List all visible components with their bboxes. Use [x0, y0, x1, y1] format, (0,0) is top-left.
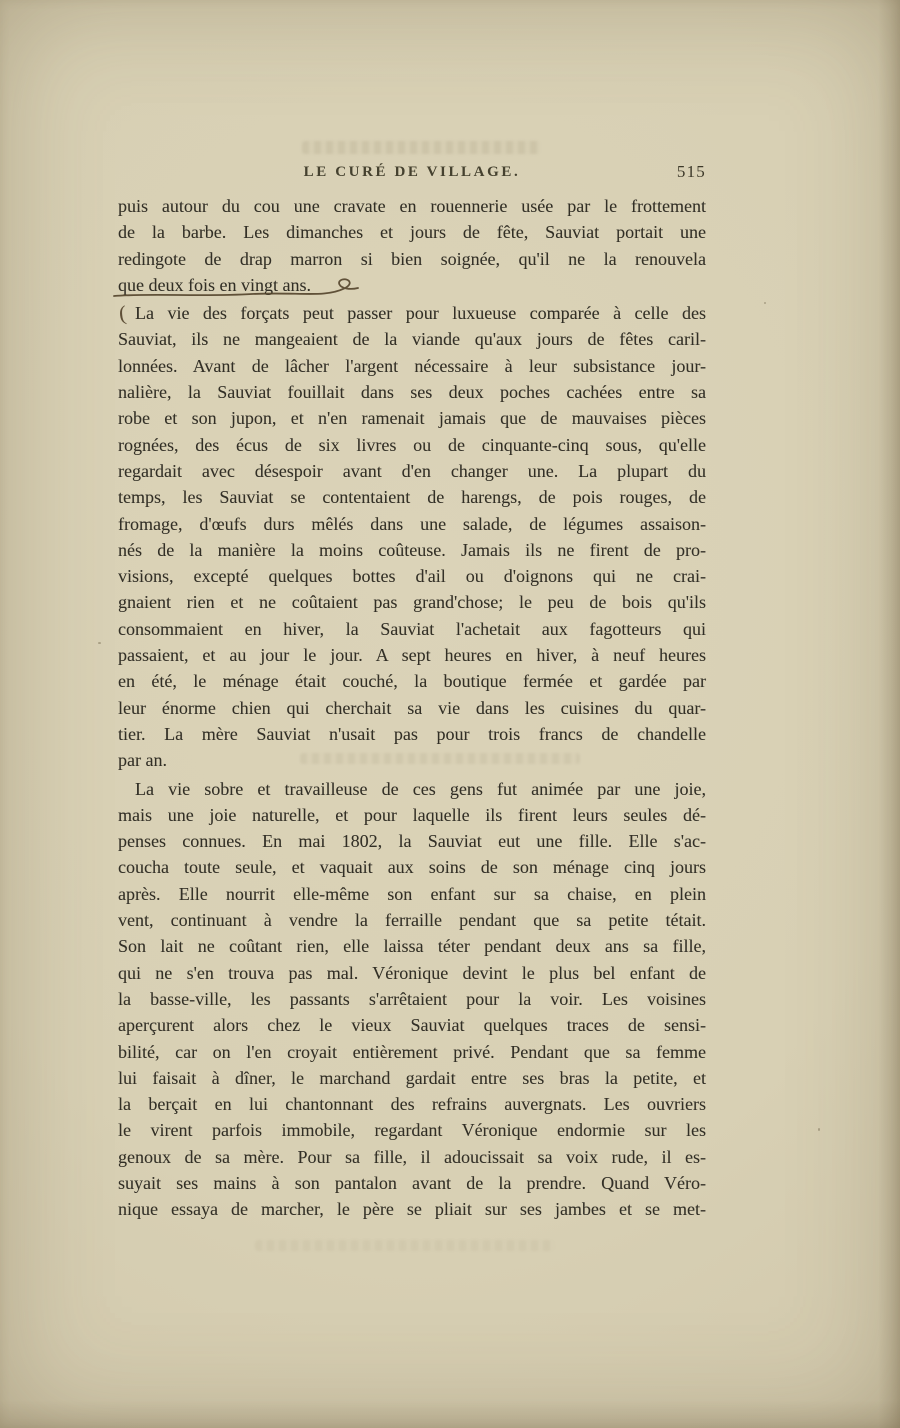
text-line: lonnées. Avant de lâcher l'argent nécessaire à leur subsistance jour-: [118, 355, 706, 376]
text-line: Son lait ne coûtant rien, elle laissa téter pendant deux ans sa fille,: [118, 936, 706, 957]
text-line: par an.: [118, 750, 167, 771]
running-title: LE CURÉ DE VILLAGE.: [303, 164, 521, 180]
paragraph: [118, 776, 706, 1223]
text-line: genoux de sa mère. Pour sa fille, il adoucissait sa voix rude, il es-: [118, 1146, 706, 1167]
text-line: nique essaya de marcher, le père se pliait sur ses jambes et se met-: [118, 1199, 706, 1220]
showthrough-ghost: [255, 1240, 555, 1251]
handwritten-margin-mark: (: [117, 300, 128, 326]
text-line: aperçurent alors chez le vieux Sauviat quelques traces de sensi-: [118, 1015, 706, 1036]
text-line: lui faisait à dîner, le marchand gardait entre ses bras la petite, et: [118, 1067, 706, 1088]
text-line: suyait ses mains à son pantalon avant de la prendre. Quand Véro-: [118, 1172, 706, 1193]
text-line: robe et son jupon, et n'en ramenait jamais que de mauvaises pièces: [118, 408, 706, 429]
text-line: puis autour du cou une cravate en rouennerie usée par le frottement: [118, 196, 706, 216]
text-line: après. Elle nourrit elle-même son enfant sur sa chaise, en plein: [118, 883, 706, 904]
text-line: bilité, car on l'en croyait entièrement privé. Pendant que sa femme: [118, 1041, 706, 1062]
text-line: passaient, et au jour le jour. A sept heures en hiver, à neuf heures: [118, 645, 706, 666]
text-line: fromage, d'œufs durs mêlés dans une salade, de légumes assaison-: [118, 513, 706, 534]
text-line: que deux fois en vingt ans.: [118, 272, 706, 298]
text-line: la berçait en lui chantonnant des refrains auvergnats. Les ouvriers: [118, 1094, 706, 1115]
text-line: vent, continuant à vendre la ferraille pendant que sa petite tétait.: [118, 910, 706, 931]
text-line: mais une joie naturelle, et pour laquelle ils firent leurs seules dé-: [118, 804, 706, 825]
text-line: rognées, des écus de six livres ou de cinquante-cinq sous, qu'elle: [118, 434, 706, 455]
text-line: La vie sobre et travailleuse de ces gens fut animée par une joie,: [135, 778, 706, 799]
text-line: qui ne s'en trouva pas mal. Véronique devint le plus bel enfant de: [118, 962, 706, 983]
scan-speck: [764, 302, 766, 304]
showthrough-ghost: [302, 141, 540, 154]
scan-speck: [818, 1128, 820, 1131]
text-line: consommaient en hiver, la Sauviat l'achetait aux fagotteurs qui: [118, 618, 706, 639]
text-line: tier. La mère Sauviat n'usait pas pour trois francs de chandelle: [118, 723, 706, 744]
text-line: La vie des forçats peut passer pour luxueuse comparée à celle des (: [117, 300, 706, 326]
text-line: redingote de drap marron si bien soignée, qu'il ne la renouvela: [118, 248, 706, 269]
text-line: le virent parfois immobile, regardant Véronique endormie sur les: [118, 1120, 706, 1141]
paragraph: [118, 300, 706, 773]
text-line: gnaient rien et ne coûtaient pas grand'chose; le peu de bois qu'ils: [118, 592, 706, 613]
text-block: [118, 193, 706, 1223]
text-line: penses connues. En mai 1802, la Sauviat eut une fille. Elle s'ac-: [118, 831, 706, 852]
text-line: en été, le ménage était couché, la boutique fermée et gardée par: [118, 671, 706, 692]
page-header: [118, 162, 706, 186]
text-line: coucha toute seule, et vaquait aux soins de son ménage cinq jours: [118, 857, 706, 878]
page-number: 515: [676, 162, 706, 181]
text-line: la basse-ville, les passants s'arrêtaient pour la voir. Les voisines: [118, 988, 706, 1009]
paragraph: [118, 193, 706, 298]
text-line: nés de la manière la moins coûteuse. Jamais ils ne firent de pro-: [118, 539, 706, 560]
text-line: de la barbe. Les dimanches et jours de fête, Sauviat portait une: [118, 222, 706, 243]
text-line: leur énorme chien qui cherchait sa vie dans les cuisines du quar-: [118, 697, 706, 718]
text-line: visions, excepté quelques bottes d'ail ou d'oignons qui ne crai-: [118, 566, 706, 587]
scan-speck: [98, 642, 101, 644]
text-line: temps, les Sauviat se contentaient de harengs, de pois rouges, de: [118, 487, 706, 508]
text-line: Sauviat, ils ne mangeaient de la viande qu'aux jours de fêtes caril-: [118, 329, 706, 350]
text-line: regardait avec désespoir avant d'en changer une. La plupart du: [118, 460, 706, 481]
text-line: nalière, la Sauviat fouillait dans ses deux poches cachées entre sa: [118, 382, 706, 403]
